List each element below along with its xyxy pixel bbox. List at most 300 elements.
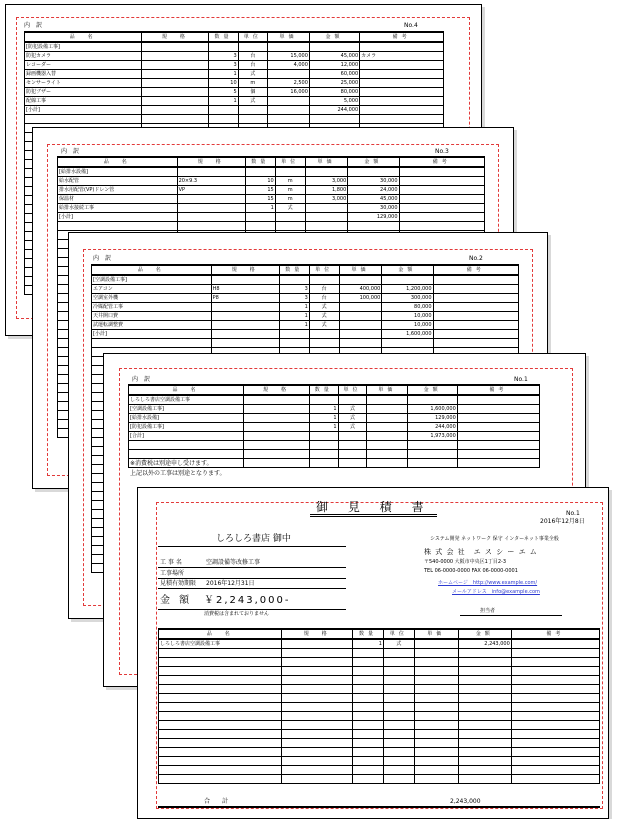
total-value: 2,243,000 xyxy=(450,798,481,805)
column-header-unit: 単位 xyxy=(275,157,305,167)
cell-qty: 15 xyxy=(245,195,275,204)
column-header-item: 品 名 xyxy=(25,32,142,42)
cell-unit: 台 xyxy=(238,61,267,70)
column-header-spec: 規 格 xyxy=(211,265,279,275)
cell-amount xyxy=(408,459,457,468)
cell-unit xyxy=(338,459,367,468)
table-row xyxy=(58,177,485,186)
cell-price xyxy=(414,775,458,784)
cell-item xyxy=(159,667,282,676)
cell-item: [小計] xyxy=(25,106,142,115)
cell-qty xyxy=(245,213,275,222)
cell-qty xyxy=(309,441,338,450)
cell-price xyxy=(339,303,382,312)
cell-qty xyxy=(353,694,384,703)
cell-unit xyxy=(383,649,414,658)
cell-item: [空調設備工事] xyxy=(92,275,212,285)
cell-price xyxy=(367,450,408,459)
column-header-note: 備考 xyxy=(433,265,518,275)
table-row xyxy=(92,312,519,321)
cell-spec xyxy=(211,330,279,339)
cell-price xyxy=(367,423,408,432)
cell-spec xyxy=(244,450,310,459)
cell-note xyxy=(360,106,444,115)
cell-price xyxy=(367,441,408,450)
cell-price xyxy=(414,748,458,757)
cell-item: [小計] xyxy=(92,330,212,339)
cell-spec xyxy=(142,115,209,124)
cell-amount: 129,000 xyxy=(348,213,399,222)
cell-unit: m xyxy=(275,177,305,186)
cell-spec xyxy=(142,79,209,88)
table-row xyxy=(159,649,600,658)
cell-unit xyxy=(338,441,367,450)
table-header-row xyxy=(58,157,485,167)
cell-item: [給排水設備] xyxy=(129,414,244,423)
cell-item: 冷媒配管工事 xyxy=(92,303,212,312)
column-header-item: 品 名 xyxy=(58,157,178,167)
cell-unit: m xyxy=(275,186,305,195)
cell-note xyxy=(511,639,599,649)
cell-spec xyxy=(177,222,245,231)
cell-spec xyxy=(282,721,353,730)
cell-price xyxy=(414,694,458,703)
cell-amount xyxy=(408,441,457,450)
cell-price xyxy=(268,97,310,106)
table-row xyxy=(129,395,540,405)
cell-qty: 15 xyxy=(245,186,275,195)
cell-note xyxy=(457,441,539,450)
cell-price xyxy=(414,703,458,712)
cell-unit: m xyxy=(238,79,267,88)
customer-name: しろしろ書店 御中 xyxy=(216,534,291,544)
cell-price xyxy=(367,405,408,414)
cell-qty xyxy=(209,115,238,124)
table-row xyxy=(25,42,444,52)
cell-unit xyxy=(338,395,367,405)
table-row xyxy=(92,275,519,285)
cell-spec xyxy=(142,70,209,79)
cell-price xyxy=(414,757,458,766)
amount-label: 金 額 xyxy=(160,595,193,606)
cell-item xyxy=(159,712,282,721)
validity-label: 見積有効期限 xyxy=(160,580,197,587)
cell-note xyxy=(360,88,444,97)
cell-spec xyxy=(282,757,353,766)
cell-unit xyxy=(309,330,339,339)
cell-price: 3,000 xyxy=(305,195,348,204)
column-header-price: 単価 xyxy=(414,629,458,639)
cell-qty xyxy=(245,167,275,177)
cell-amount xyxy=(458,748,511,757)
cell-price xyxy=(339,330,382,339)
cell-amount xyxy=(408,395,457,405)
cell-note xyxy=(399,167,484,177)
cell-qty xyxy=(209,42,238,52)
cell-spec xyxy=(244,441,310,450)
table-row xyxy=(92,321,519,330)
cell-qty xyxy=(309,395,338,405)
cell-spec xyxy=(282,739,353,748)
cell-qty: 1 xyxy=(309,423,338,432)
cell-spec xyxy=(244,459,310,468)
cell-spec xyxy=(282,639,353,649)
table-header-row xyxy=(92,265,519,275)
cell-note xyxy=(399,213,484,222)
cell-unit: 式 xyxy=(338,423,367,432)
cell-spec xyxy=(244,405,310,414)
cell-amount xyxy=(458,703,511,712)
cell-item xyxy=(159,649,282,658)
cell-note xyxy=(511,757,599,766)
table-row xyxy=(58,204,485,213)
cell-item: [給排水設備] xyxy=(58,167,178,177)
cell-unit xyxy=(383,676,414,685)
cell-item xyxy=(159,721,282,730)
homepage-link[interactable]: ホームページ http://www.example.com/ xyxy=(438,580,538,586)
site-label: 工事場所 xyxy=(160,570,185,577)
cell-amount: 2,243,000 xyxy=(458,639,511,649)
cell-price xyxy=(414,712,458,721)
cell-amount: 5,000 xyxy=(309,97,359,106)
cell-qty xyxy=(353,712,384,721)
company-tagline: システム開発 ネットワーク 保守 インターネット事業全般 xyxy=(430,536,559,542)
cell-unit xyxy=(383,658,414,667)
table-row xyxy=(159,639,600,649)
cell-amount: 24,000 xyxy=(348,186,399,195)
cell-note xyxy=(360,61,444,70)
cell-price xyxy=(339,275,382,285)
column-header-note: 備考 xyxy=(399,157,484,167)
column-header-qty: 数量 xyxy=(245,157,275,167)
cell-note xyxy=(399,204,484,213)
table-header-row xyxy=(25,32,444,42)
cell-spec xyxy=(211,339,279,348)
cell-price: 400,000 xyxy=(339,285,382,294)
table-row xyxy=(129,450,540,459)
cell-spec xyxy=(282,712,353,721)
cell-item xyxy=(159,730,282,739)
cell-note xyxy=(511,766,599,775)
cell-note xyxy=(457,459,539,468)
column-header-note: 備考 xyxy=(457,385,539,395)
cell-item: しろしろ書店空調設備工事 xyxy=(129,395,244,405)
cell-spec xyxy=(244,414,310,423)
cell-unit xyxy=(238,42,267,52)
cell-note xyxy=(511,685,599,694)
table-row xyxy=(25,115,444,124)
staff-underline xyxy=(460,615,562,616)
document-title: 御 見 積 書 xyxy=(310,500,437,517)
cell-amount: 1,973,000 xyxy=(408,432,457,441)
cell-amount: 80,000 xyxy=(309,88,359,97)
cell-note xyxy=(511,748,599,757)
cell-item: 試運転調整費 xyxy=(92,321,212,330)
cell-amount: 60,000 xyxy=(309,70,359,79)
cell-spec xyxy=(142,88,209,97)
cell-item xyxy=(159,694,282,703)
cell-qty xyxy=(353,658,384,667)
cell-item: エアコン xyxy=(92,285,212,294)
table-row xyxy=(129,414,540,423)
cell-unit xyxy=(383,757,414,766)
cell-amount xyxy=(458,694,511,703)
cell-qty: 1 xyxy=(353,639,384,649)
column-header-item: 品 名 xyxy=(92,265,212,275)
cell-note xyxy=(360,79,444,88)
table-row xyxy=(92,330,519,339)
table-row xyxy=(129,405,540,414)
cell-amount: 30,000 xyxy=(348,177,399,186)
cell-qty xyxy=(279,330,309,339)
cell-price xyxy=(305,204,348,213)
page-number: No.3 xyxy=(435,148,449,155)
cell-qty xyxy=(353,730,384,739)
table-row xyxy=(159,685,600,694)
cell-qty: 3 xyxy=(209,61,238,70)
sheet-label: 内 訳 xyxy=(132,376,151,383)
page-number: No.1 xyxy=(514,376,528,383)
table-row xyxy=(58,222,485,231)
cell-unit: 式 xyxy=(238,70,267,79)
cell-unit: 式 xyxy=(309,312,339,321)
column-header-amount: 金額 xyxy=(382,265,433,275)
table-row xyxy=(159,775,600,784)
table-row xyxy=(159,757,600,766)
cell-price xyxy=(414,649,458,658)
cell-amount: 1,600,000 xyxy=(382,330,433,339)
table-row xyxy=(25,52,444,61)
table-row xyxy=(92,294,519,303)
cell-note xyxy=(399,177,484,186)
cell-unit xyxy=(383,721,414,730)
cell-qty xyxy=(353,667,384,676)
cell-qty xyxy=(245,222,275,231)
cell-amount: 1,200,000 xyxy=(382,285,433,294)
cell-price: 2,500 xyxy=(268,79,310,88)
sheet-label: 内 訳 xyxy=(61,148,80,155)
cell-price xyxy=(305,167,348,177)
amount-underline xyxy=(158,609,346,610)
cell-amount xyxy=(382,275,433,285)
cell-spec xyxy=(211,312,279,321)
cell-item xyxy=(159,757,282,766)
column-header-price: 単価 xyxy=(305,157,348,167)
cell-item: [防犯設備工事] xyxy=(25,42,142,52)
cell-unit xyxy=(383,730,414,739)
cell-item xyxy=(58,222,178,231)
cell-item xyxy=(159,658,282,667)
cell-price xyxy=(414,766,458,775)
cell-note xyxy=(457,405,539,414)
cell-unit xyxy=(275,167,305,177)
column-header-unit: 単位 xyxy=(238,32,267,42)
cell-note xyxy=(433,285,518,294)
cell-amount: 45,000 xyxy=(348,195,399,204)
cell-note xyxy=(457,414,539,423)
cell-note xyxy=(511,694,599,703)
cell-unit xyxy=(309,275,339,285)
cell-amount xyxy=(458,730,511,739)
cell-price xyxy=(305,213,348,222)
cell-qty xyxy=(279,339,309,348)
cell-price xyxy=(367,414,408,423)
table-row xyxy=(159,703,600,712)
cell-qty: 1 xyxy=(309,414,338,423)
column-header-amount: 金額 xyxy=(458,629,511,639)
table-row xyxy=(159,676,600,685)
cell-note xyxy=(511,649,599,658)
cell-spec: VP xyxy=(177,186,245,195)
cell-price xyxy=(414,685,458,694)
cell-spec: 20×9.3 xyxy=(177,177,245,186)
cell-qty xyxy=(353,739,384,748)
cell-unit: 式 xyxy=(338,405,367,414)
cell-price xyxy=(414,730,458,739)
cell-unit xyxy=(383,748,414,757)
cell-item: 空調室外機 xyxy=(92,294,212,303)
cell-amount xyxy=(458,712,511,721)
cell-unit xyxy=(309,339,339,348)
cell-unit: 式 xyxy=(275,204,305,213)
cell-unit xyxy=(275,222,305,231)
cell-spec xyxy=(282,766,353,775)
cell-unit xyxy=(238,106,267,115)
column-header-spec: 規 格 xyxy=(244,385,310,395)
cell-spec xyxy=(282,649,353,658)
cell-unit: 台 xyxy=(238,52,267,61)
cell-spec xyxy=(211,303,279,312)
cell-item: 給排水接続工事 xyxy=(58,204,178,213)
cell-item: [合計] xyxy=(129,432,244,441)
cell-item xyxy=(159,739,282,748)
cell-qty xyxy=(353,676,384,685)
column-header-spec: 規 格 xyxy=(177,157,245,167)
cell-item xyxy=(159,775,282,784)
cell-spec xyxy=(177,204,245,213)
cell-note xyxy=(433,312,518,321)
cell-spec xyxy=(211,275,279,285)
cell-qty: 10 xyxy=(245,177,275,186)
cell-note xyxy=(511,775,599,784)
cell-qty: 1 xyxy=(279,303,309,312)
cell-price xyxy=(268,106,310,115)
cell-price xyxy=(367,432,408,441)
cell-item: [小計] xyxy=(58,213,178,222)
cell-amount: 244,000 xyxy=(408,423,457,432)
email-link[interactable]: メールアドレス info@example.com xyxy=(452,589,540,595)
cell-note xyxy=(457,432,539,441)
cell-price xyxy=(268,42,310,52)
cell-qty: 3 xyxy=(279,285,309,294)
cell-qty: 1 xyxy=(279,321,309,330)
cell-price xyxy=(367,395,408,405)
cell-item: 保温材 xyxy=(58,195,178,204)
cell-item xyxy=(159,676,282,685)
table-row xyxy=(25,70,444,79)
staff-label: 担当者 xyxy=(480,608,496,614)
cell-spec xyxy=(282,703,353,712)
cell-qty xyxy=(353,775,384,784)
cell-note xyxy=(457,395,539,405)
cell-item xyxy=(92,339,212,348)
cell-qty xyxy=(353,748,384,757)
cell-qty: 10 xyxy=(209,79,238,88)
cell-item: 天井開口費 xyxy=(92,312,212,321)
cell-spec xyxy=(244,395,310,405)
cell-amount xyxy=(458,658,511,667)
tax-note: 消費税は含まれておりません xyxy=(204,611,270,617)
cell-spec xyxy=(142,52,209,61)
cell-price xyxy=(414,739,458,748)
cell-qty: 1 xyxy=(245,204,275,213)
cell-item xyxy=(159,766,282,775)
cell-price: 3,000 xyxy=(305,177,348,186)
table-row xyxy=(92,339,519,348)
cell-unit: 台 xyxy=(309,285,339,294)
cell-note xyxy=(457,450,539,459)
cell-qty: 5 xyxy=(209,88,238,97)
column-header-unit: 単位 xyxy=(338,385,367,395)
cell-unit: 台 xyxy=(309,294,339,303)
table-row xyxy=(58,167,485,177)
cell-unit: m xyxy=(275,195,305,204)
cell-item xyxy=(129,450,244,459)
cell-item: 排水用配管(VP)ドレン管 xyxy=(58,186,178,195)
cell-item xyxy=(159,703,282,712)
cell-item: 防犯カメラ xyxy=(25,52,142,61)
cell-amount: 30,000 xyxy=(348,204,399,213)
cell-item: 録画機器入替 xyxy=(25,70,142,79)
table-row xyxy=(159,730,600,739)
column-header-note: 備考 xyxy=(360,32,444,42)
cell-spec xyxy=(282,748,353,757)
cell-qty xyxy=(309,459,338,468)
table-row xyxy=(129,432,540,441)
cell-unit xyxy=(383,667,414,676)
cell-note xyxy=(433,294,518,303)
table-row xyxy=(159,748,600,757)
cell-item xyxy=(159,685,282,694)
cell-item: 防犯ブザー xyxy=(25,88,142,97)
table-row xyxy=(25,79,444,88)
sheet-label: 内 訳 xyxy=(93,255,112,262)
page-number: No.1 xyxy=(566,510,580,517)
cell-note xyxy=(360,97,444,106)
issue-date: 2016年12月8日 xyxy=(540,518,585,525)
company-address: 〒540-0000 大阪市中央区1丁目2-3 xyxy=(424,559,507,565)
cell-unit: 式 xyxy=(309,303,339,312)
cell-note xyxy=(433,330,518,339)
cell-amount xyxy=(348,167,399,177)
sheet-label: 内 訳 xyxy=(24,22,43,29)
cell-spec xyxy=(177,195,245,204)
cell-spec xyxy=(282,775,353,784)
table-row xyxy=(25,106,444,115)
cell-price xyxy=(414,667,458,676)
cell-spec xyxy=(244,423,310,432)
cell-note xyxy=(399,222,484,231)
table-row xyxy=(159,766,600,775)
page-number: No.2 xyxy=(469,255,483,262)
table-row xyxy=(129,423,540,432)
cell-price: 100,000 xyxy=(339,294,382,303)
cell-amount xyxy=(458,649,511,658)
note-line: 上記以外の工事は別途となります。 xyxy=(130,470,226,477)
cell-qty: 1 xyxy=(279,312,309,321)
cell-unit xyxy=(238,115,267,124)
cell-note xyxy=(511,667,599,676)
